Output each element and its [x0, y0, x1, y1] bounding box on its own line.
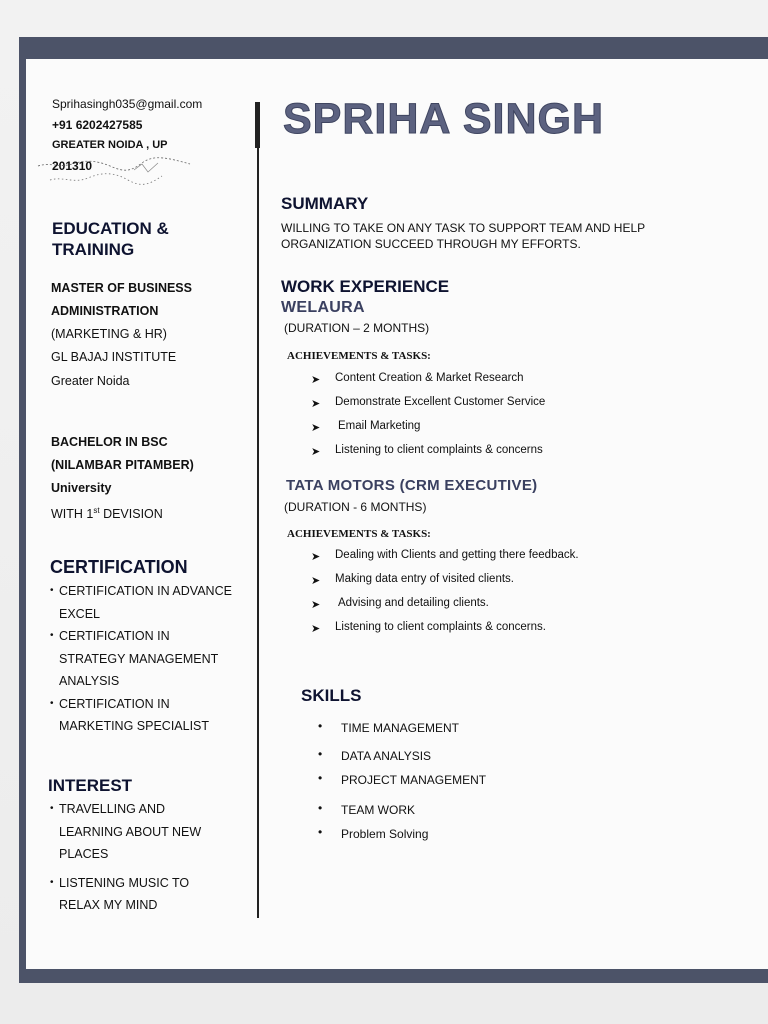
- skill-item: DATA ANALYSIS: [341, 749, 432, 763]
- arrowhead-bullet-icon: ➤: [311, 374, 321, 386]
- degree2-line4-pre: WITH 1: [51, 507, 94, 522]
- degree1-line5: Greater Noida: [51, 374, 130, 388]
- contact-pin: 201310: [52, 159, 93, 173]
- skill-item: Problem Solving: [341, 827, 429, 841]
- arrowhead-bullet-icon: ➤: [311, 551, 321, 563]
- dot-bullet-icon: •: [318, 771, 323, 785]
- degree2-line4: [51, 499, 163, 526]
- certification-item-1-line2: EXCEL: [59, 606, 100, 621]
- interest-item-1-line1: • TRAVELLING AND: [59, 802, 166, 816]
- degree1-line1: MASTER OF BUSINESS: [51, 281, 192, 295]
- job2-duration: (DURATION - 6 MONTHS): [284, 500, 427, 514]
- certification-item-3-line1: • CERTIFICATION IN: [59, 696, 170, 711]
- interest-item-2-line2: RELAX MY MIND: [59, 898, 158, 912]
- degree2-line2: (NILAMBAR PITAMBER): [51, 458, 194, 472]
- certification-item-2-line3: ANALYSIS: [59, 674, 120, 688]
- job1-task: Demonstrate Excellent Customer Service: [335, 396, 546, 408]
- job2-task: Dealing with Clients and getting there feedback.: [335, 549, 579, 561]
- interest-list: [50, 798, 201, 917]
- job2-achievements-label: ACHIEVEMENTS & TASKS:: [287, 528, 431, 540]
- education-heading-line2: TRAINING: [52, 240, 135, 259]
- certification-item: [50, 580, 232, 625]
- job2-company: TATA MOTORS (CRM EXECUTIVE): [286, 477, 538, 494]
- contact-city: GREATER NOIDA , UP: [52, 139, 168, 151]
- contact-phone: +91 6202427585: [52, 118, 143, 132]
- skill-item: TIME MANAGEMENT: [341, 721, 460, 735]
- signature-scribble: [30, 150, 210, 192]
- job1-duration: (DURATION – 2 MONTHS): [284, 321, 430, 335]
- dot-bullet-icon: •: [318, 747, 323, 761]
- degree1-line4: GL BAJAJ INSTITUTE: [51, 350, 177, 364]
- certification-heading: CERTIFICATION: [50, 557, 188, 577]
- arrowhead-bullet-icon: ➤: [311, 623, 321, 635]
- candidate-name: SPRIHA SINGH: [283, 95, 604, 143]
- interest-item: [50, 798, 201, 866]
- dot-bullet-icon: •: [318, 719, 323, 733]
- certification-item-1-line1: • CERTIFICATION IN ADVANCE: [59, 584, 232, 598]
- job2-task: Advising and detailing clients.: [338, 597, 489, 609]
- certification-item-2-line2: STRATEGY MANAGEMENT: [59, 651, 219, 666]
- degree2-line4-sup: st: [93, 506, 100, 515]
- education-heading-line1: EDUCATION &: [52, 219, 169, 238]
- job1-achievements-label: ACHIEVEMENTS & TASKS:: [287, 350, 431, 362]
- arrowhead-bullet-icon: ➤: [311, 575, 321, 587]
- name-accent-bar: [255, 102, 260, 148]
- column-divider: [257, 103, 259, 918]
- summary-heading: SUMMARY: [281, 194, 369, 213]
- skill-item: TEAM WORK: [341, 803, 415, 817]
- degree1-line3: (MARKETING & HR): [51, 327, 167, 341]
- interest-item: [50, 872, 201, 917]
- job1-task: Content Creation & Market Research: [335, 372, 524, 384]
- arrowhead-bullet-icon: ➤: [311, 446, 321, 458]
- degree2-line1: BACHELOR IN BSC: [51, 435, 168, 449]
- job2-task: Listening to client complaints & concerns.: [335, 621, 546, 633]
- arrowhead-bullet-icon: ➤: [311, 398, 321, 410]
- certification-item-2-line1: • CERTIFICATION IN: [59, 629, 170, 643]
- degree1-line2: ADMINISTRATION: [51, 304, 159, 318]
- certification-item-3-line2: MARKETING SPECIALIST: [59, 719, 210, 733]
- certification-list: [50, 580, 232, 738]
- arrowhead-bullet-icon: ➤: [311, 422, 321, 434]
- arrowhead-bullet-icon: ➤: [311, 599, 321, 611]
- education-heading: [52, 218, 169, 260]
- certification-item: [50, 625, 232, 693]
- contact-email: Sprihasingh035@gmail.com: [52, 97, 203, 111]
- dot-bullet-icon: •: [318, 801, 323, 815]
- interest-item-2-line1: • LISTENING MUSIC TO: [59, 875, 190, 890]
- work-experience-heading: WORK EXPERIENCE: [281, 277, 450, 296]
- interest-item-1-line3: PLACES: [59, 847, 109, 861]
- degree2-line3: University: [51, 481, 112, 495]
- summary-line2: ORGANIZATION SUCCEED THROUGH MY EFFORTS.: [281, 237, 581, 251]
- dot-bullet-icon: •: [318, 825, 323, 839]
- summary-line1: WILLING TO TAKE ON ANY TASK TO SUPPORT TEAM AND HELP: [281, 221, 646, 235]
- degree2-line4-post: DEVISION: [99, 507, 163, 522]
- interest-item-1-line2: LEARNING ABOUT NEW: [59, 824, 202, 839]
- interest-heading: INTEREST: [48, 776, 133, 795]
- job1-task: Email Marketing: [338, 420, 421, 432]
- job1-company: WELAURA: [281, 299, 365, 316]
- certification-item: [50, 693, 232, 738]
- job2-task: Making data entry of visited clients.: [335, 573, 514, 585]
- skills-heading: SKILLS: [301, 686, 362, 705]
- skill-item: PROJECT MANAGEMENT: [341, 773, 487, 787]
- job1-task: Listening to client complaints & concerns: [335, 444, 543, 456]
